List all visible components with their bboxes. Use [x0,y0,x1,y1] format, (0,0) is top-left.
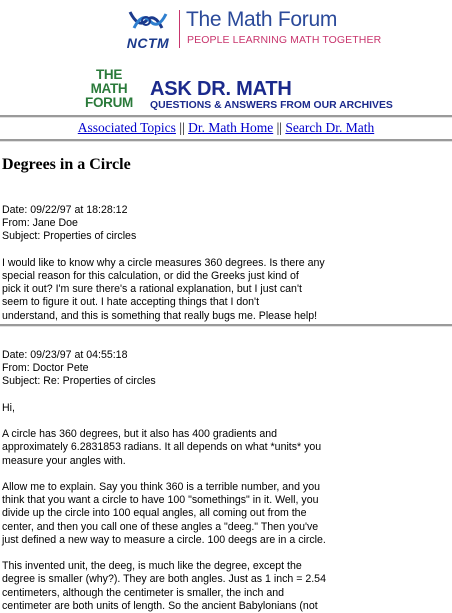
math-forum-banner [0,0,452,56]
message-subject: Subject: Properties of circles [2,230,137,243]
nctm-label: NCTM [126,35,170,51]
math-forum-title[interactable]: The Math Forum [186,8,338,31]
page-title: Degrees in a Circle [2,156,131,173]
message-rule [0,324,452,327]
logo-line: FORUM [85,95,133,110]
math-forum-tagline: PEOPLE LEARNING MATH TOGETHER [187,34,382,46]
message-paragraph: This invented unit, the deeg, is much like the degree, except the degree is smaller (why?). They are both angles. Just as 1 inch = 2.54 centimeters, although the centimeter is smaller, the inch and centimeter are both units of length. So the ancient Babylonians (not [2,560,326,612]
ask-dr-math-header [0,62,452,114]
message-paragraph: A circle has 360 degrees, but it also has 400 gradients and approximately 6.2831853 radians. It all depends on what *units* you measure your angles with. [2,428,322,467]
message-from: From: Doctor Pete [2,362,89,375]
nav-rule [0,139,452,142]
nctm-swirl-icon [126,8,170,34]
message-paragraph: Hi, [2,401,15,414]
logo-line: MATH [90,81,128,96]
nav-link-dr-math-home[interactable]: Dr. Math Home [188,120,274,135]
ask-dr-math-title[interactable]: ASK DR. MATH [150,78,292,100]
message-subject: Subject: Re: Properties of circles [2,375,156,388]
logo-line: THE [95,67,123,82]
message-paragraph: I would like to know why a circle measures 360 degrees. Is there any special reason for this calculation, or did the Greeks just kind of pick it out? I'm sure there's a rational explanation, but I just can't seem to figure it out. I hate accepting things that I don't understand, and this is something that really bugs me. Please help! [2,256,325,322]
nav-separator: || [276,120,282,135]
message-date: Date: 09/22/97 at 18:28:12 [2,204,128,216]
message-paragraph: Allow me to explain. Say you think 360 is a terrible number, and you think that you want a circle to have 100 "somethings" in it. Well, you divide up the circle into 100 equal angles, all coming out from the center, and then you call one of these angles a "deeg." Then you've just defined a new way to measure a circle. 100 deegs are in a circle. [2,480,326,546]
nav-link-search-dr-math[interactable]: Search Dr. Math [285,120,375,135]
question-message [2,204,442,323]
banner-divider [179,10,180,48]
message-from: From: Jane Doe [2,217,78,230]
nav-bar [0,120,452,136]
ask-dr-math-subtitle: QUESTIONS & ANSWERS FROM OUR ARCHIVES [150,100,393,111]
nav-separator: || [179,120,185,135]
answer-message [2,349,442,613]
nav-link-associated-topics[interactable]: Associated Topics [77,120,176,135]
nctm-logo[interactable] [120,8,172,50]
math-forum-logo[interactable] [78,68,140,110]
message-date: Date: 09/23/97 at 04:55:18 [2,349,128,361]
header-rule [0,115,452,118]
